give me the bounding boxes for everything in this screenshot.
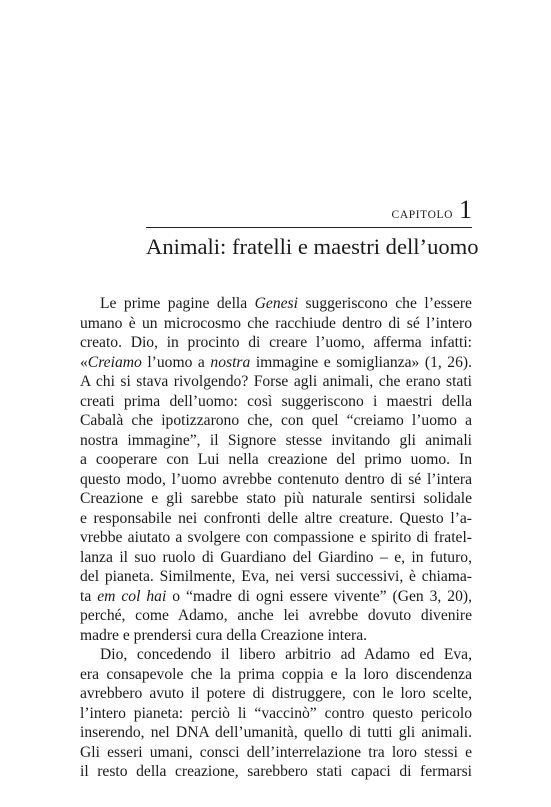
text-line [80, 723, 472, 743]
text-run: o “madre di ogni essere vivente” (Gen 3, 20), [166, 587, 472, 605]
text-run: del pianeta. Similmente, Eva, nei versi successivi, è chiama- [80, 568, 472, 585]
text-run: Le prime pagine della [100, 295, 255, 312]
text-line [80, 431, 472, 451]
text-run: l’intero pianeta: perciò li “vaccinò” contro questo pericolo [80, 704, 472, 722]
text-run: vrebbe aiutato a svolgere con compassione e spirito di fratel- [80, 529, 472, 546]
text-run: avrebbero avuto il potere di distruggere, con le loro scelte, [80, 685, 472, 702]
text-run: ta [80, 587, 98, 605]
text-run: il resto della creazione, sarebbero stati capaci di fermarsi [80, 763, 472, 780]
text-run: creato. Dio, in procinto di creare l’uomo, afferma infatti: [80, 334, 472, 351]
text-line [80, 509, 472, 529]
text-run: questo modo, l’uomo avrebbe contenuto dentro di sé l’intera [80, 470, 472, 488]
text-line [80, 567, 472, 587]
text-line [80, 548, 472, 568]
italic-text: Creiamo [87, 353, 142, 371]
chapter-title: Animali: fratelli e maestri dell’uomo [146, 234, 479, 259]
text-run: Dio, concedendo il libero arbitrio ad Adamo ed Eva, [100, 646, 472, 663]
paragraph [80, 294, 472, 645]
italic-text: nostra [210, 353, 251, 371]
text-run: immagine e somiglianza» (1, 26). [250, 353, 472, 371]
text-run: inserendo, nel DNA dell’umanità, quello di tutti gli animali. [80, 724, 472, 741]
text-line [80, 684, 472, 704]
text-run: suggeriscono che l’essere [297, 295, 472, 312]
text-line [80, 411, 472, 431]
text-line [80, 665, 472, 685]
text-run: a cooperare con Lui nella creazione del primo uomo. In [80, 451, 472, 468]
text-line [80, 470, 472, 490]
text-run: umano è un microcosmo che racchiude dentro di sé l’intero [80, 314, 472, 332]
text-line [80, 587, 472, 607]
italic-text: em col hai [97, 587, 167, 605]
text-line [80, 528, 472, 548]
text-line [80, 645, 472, 665]
text-line [80, 333, 472, 353]
text-line [80, 392, 472, 412]
text-run: madre e prendersi cura della Creazione intera. [80, 626, 368, 644]
text-run: Creazione e gli sarebbe stato più naturale sentirsi solidale [80, 490, 472, 507]
text-line [80, 606, 472, 626]
text-line [80, 626, 472, 646]
italic-text: Genesi [254, 295, 298, 312]
text-run: « [80, 353, 88, 371]
text-line [80, 314, 472, 334]
chapter-word: CAPITOLO [391, 209, 453, 221]
text-run: lanza il suo ruolo di Guardiano del Giardino – e, in futuro, [80, 548, 472, 566]
chapter-heading [146, 195, 479, 261]
text-run: era consapevole che la prima coppia e la loro discendenza [80, 665, 472, 683]
text-run: nostra immagine”, il Signore stesse invitando gli animali [80, 431, 472, 449]
text-line [80, 489, 472, 509]
text-run: Cabalà che ipotizzarono che, con quel “creiamo l’uomo a [80, 412, 472, 429]
text-run: l’uomo a [141, 353, 211, 371]
text-run: perché, come Adamo, anche lei avrebbe dovuto divenire [80, 607, 472, 624]
chapter-rule [146, 227, 472, 228]
text-run: Gli esseri umani, consci dell’interrelazione tra loro stessi e [80, 743, 472, 761]
text-run: A chi si stava rivolgendo? Forse agli animali, che erano stati [80, 373, 472, 390]
chapter-label [146, 196, 472, 224]
paragraph [80, 645, 472, 782]
text-line [80, 372, 472, 392]
text-line [80, 450, 472, 470]
text-run: creati prima dell’uomo: così suggeriscono i maestri della [80, 392, 472, 410]
text-line [80, 353, 472, 373]
text-run: e responsabile nei confronti delle altre creature. Questo l’a- [80, 509, 472, 527]
text-line [80, 704, 472, 724]
body-text [80, 294, 472, 782]
chapter-number: 1 [459, 195, 472, 224]
text-line [80, 743, 472, 763]
text-line [80, 294, 472, 314]
text-line [80, 762, 472, 782]
